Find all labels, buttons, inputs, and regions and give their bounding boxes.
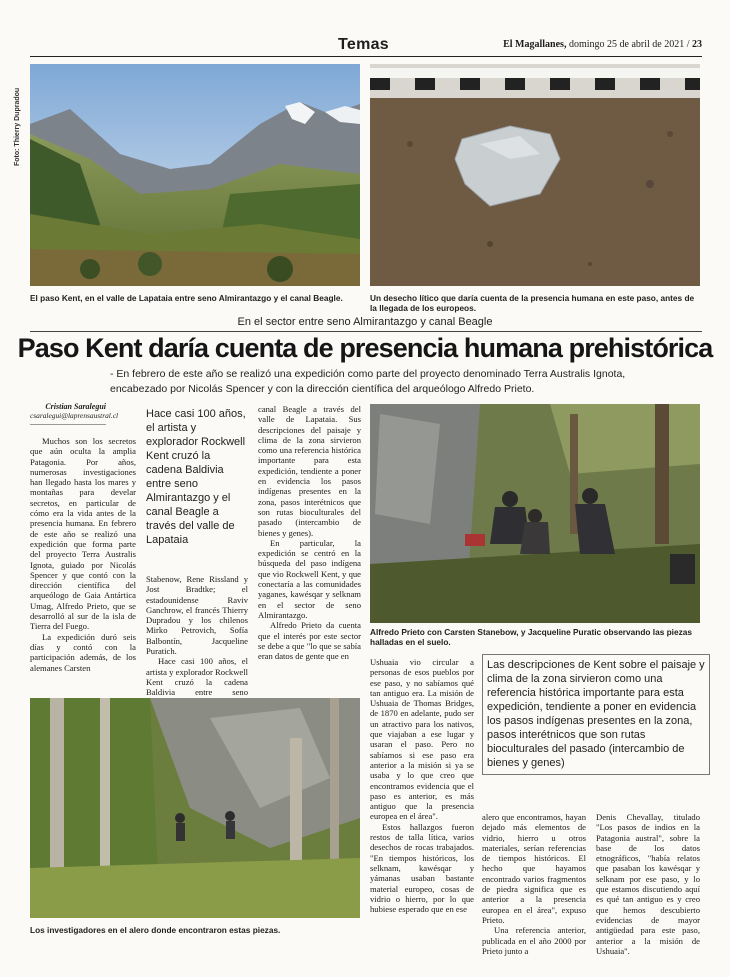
- paragraph: canal Beagle a través del valle de Lapataia. Sus descripciones del paisaje y clima de la zona sirvieron como una referencia histórica importante para esta expedición, tendiente a poner en evidencia los pasos indígenas presentes en la zona, pasos interétnicos que son rutas bioculturales del pasado (intercambio de bienes y genes).: [258, 404, 361, 538]
- paragraph: Una referencia anterior, publicada en el año 2000 por Prieto junto a: [482, 925, 586, 956]
- page-header-info: [503, 39, 702, 50]
- paragraph: alero que encontramos, hayan dejado más elementos de vidrio, hierro u otros materiales, serían referencias de tiempos históricos. El hecho que hayamos encontrado varios fragmentos de piedra significa que es anterior a la presencia europea en el área", expuso Prieto.: [482, 812, 586, 925]
- forest-photo: [30, 698, 360, 918]
- pull-quote-1: Hace casi 100 años, el artista y explorador Rockwell Kent cruzó la cadena Baldivia entre seno Almirantazgo y el canal Beagle a través del valle de Lapataia: [146, 408, 246, 546]
- article-column-1: [30, 436, 136, 673]
- paragraph: Alfredo Prieto da cuenta que el interés por este sector se debe a que "lo que se sabía eran datos de gente que en: [258, 620, 361, 662]
- page-number: 23: [689, 39, 702, 50]
- landscape-photo: [30, 64, 360, 286]
- paragraph: Muchos son los secretos que aún oculta la amplia Patagonia. Por años, numerosas investigaciones han llegado hasta los mares y montañas para develar secretos, en particular de cómo era la vida antes de la presencia humana. En febrero de este año se realizó una expedición que forma parte del proyecto Terra Australis Ignota, guiado por Nicolás Spencer y que contó con la dirección científica del arqueólogo de Gaia Antártica Umag, Alfredo Prieto, que se desarrolló al sur de la isla de Tierra del Fuego.: [30, 436, 136, 632]
- article-column-5: [482, 812, 586, 956]
- article-column-4: [370, 657, 474, 914]
- lithic-photo: [370, 64, 700, 286]
- paragraph: Denis Chevallay, titulado "Los pasos de indios en la Patagonia austral", sobre la base de los datos etnográficos, "había relatos que pasaban los kawésqar y selknam por ese paso, y lo que estamos discutiendo aquí es qué tan antiguo es y creo que hemos descubierto evidencias de mayor antigüedad para este paso, anterior a la misión de Ushuaia".: [596, 812, 700, 956]
- newspaper-name: El Magallanes,: [503, 39, 567, 50]
- caption-researchers: Alfredo Prieto con Carsten Stanebow, y Jacqueline Puratic observando las piezas halladas en el suelo.: [370, 627, 692, 647]
- headline: Paso Kent daría cuenta de presencia humana prehistórica: [17, 333, 713, 363]
- caption-lithic: Un desecho lítico que daría cuenta de la presencia humana en este paso, antes de la llegada de los europeos.: [370, 293, 695, 313]
- paragraph: Hace casi 100 años, el artista y explorador Rockwell Kent cruzó la cadena Baldivia entre seno: [146, 656, 248, 698]
- section-title: Temas: [338, 36, 390, 53]
- article-column-3: [258, 404, 361, 661]
- researchers-photo: [370, 404, 700, 623]
- paragraph: La expedición duró seis días y contó con la participación además, de los alemanes Carsten: [30, 631, 136, 673]
- caption-landscape: El paso Kent, en el valle de Lapataia entre seno Almirantazgo y el canal Beagle.: [30, 293, 343, 303]
- paragraph: Ushuaia vio circular a personas de esos pueblos por ese paso, y no sabíamos qué tan antiguo era. La misión de Ushuaia de Thomas Bridges, de 1870 en adelante, pudo ser un atractivo para los nativos, que viajaban a ese lugar y usaran el paso. Pero no sabíamos si ese paso era anterior a la misión si ya se usaba y lo que creo que encontramos evidencia que el paso es anterior, es más antiguo que la presencia europea en el área".: [370, 657, 474, 822]
- paragraph: En particular, la expedición se centró en la búsqueda del paso indígena que vio Rockwell Kent, y que conectaría a las comunidades yaganes, kawésqar y selknam en el sector de seno Almirantazgo.: [258, 537, 361, 620]
- byline-email: csaralegui@laprensaustral.cl: [30, 411, 119, 420]
- photo-credit: Foto: Thierry Dupradou: [14, 87, 21, 166]
- byline: [30, 402, 119, 420]
- issue-date: domingo 25 de abril de 2021: [566, 39, 685, 50]
- article-column-2: [146, 574, 248, 708]
- byline-rule: [30, 424, 106, 425]
- kicker: En el sector entre seno Almirantazgo y canal Beagle: [237, 316, 493, 328]
- caption-forest: Los investigadores en el alero donde encontraron estas piezas.: [30, 925, 281, 935]
- kicker-rule: [30, 331, 702, 332]
- header-divider: [30, 56, 702, 57]
- paragraph: Estos hallazgos fueron restos de talla lítica, varios desechos de rocas trabajados. "En tiempos históricos, los selknam, kawésqar y yámanas usaban bastante material europeo, cosas de vidrio o hierro, por lo que hubiese esperado que en ese: [370, 821, 474, 915]
- pull-quote-2: Las descripciones de Kent sobre el paisaje y clima de la zona sirvieron como una referencia histórica importante para esta expedición, tendiente a poner en evidencia los pasos indígenas presentes en la zona, pasos interétnicos que son rutas bioculturales del pasado (intercambio de bienes y genes): [482, 654, 710, 775]
- header-separator: /: [684, 39, 690, 50]
- byline-author: Cristian Saralegui: [45, 402, 106, 411]
- subhead: - En febrero de este año se realizó una expedición como parte del proyecto denominado Terra Australis Ignota, encabezado por Nicolás Spencer y con la dirección científica del arqueólogo Alfredo Prieto.: [110, 368, 626, 395]
- paragraph: Stabenow, Rene Rissland y Jost Bradtke; el estadounidense Raviv Ganchrow, el francés Thierry Dupradou y los chilenos Mirko Petrovich, Sofía Balbontín, Jacqueline Puratich.: [146, 574, 248, 657]
- article-column-6: [596, 812, 700, 956]
